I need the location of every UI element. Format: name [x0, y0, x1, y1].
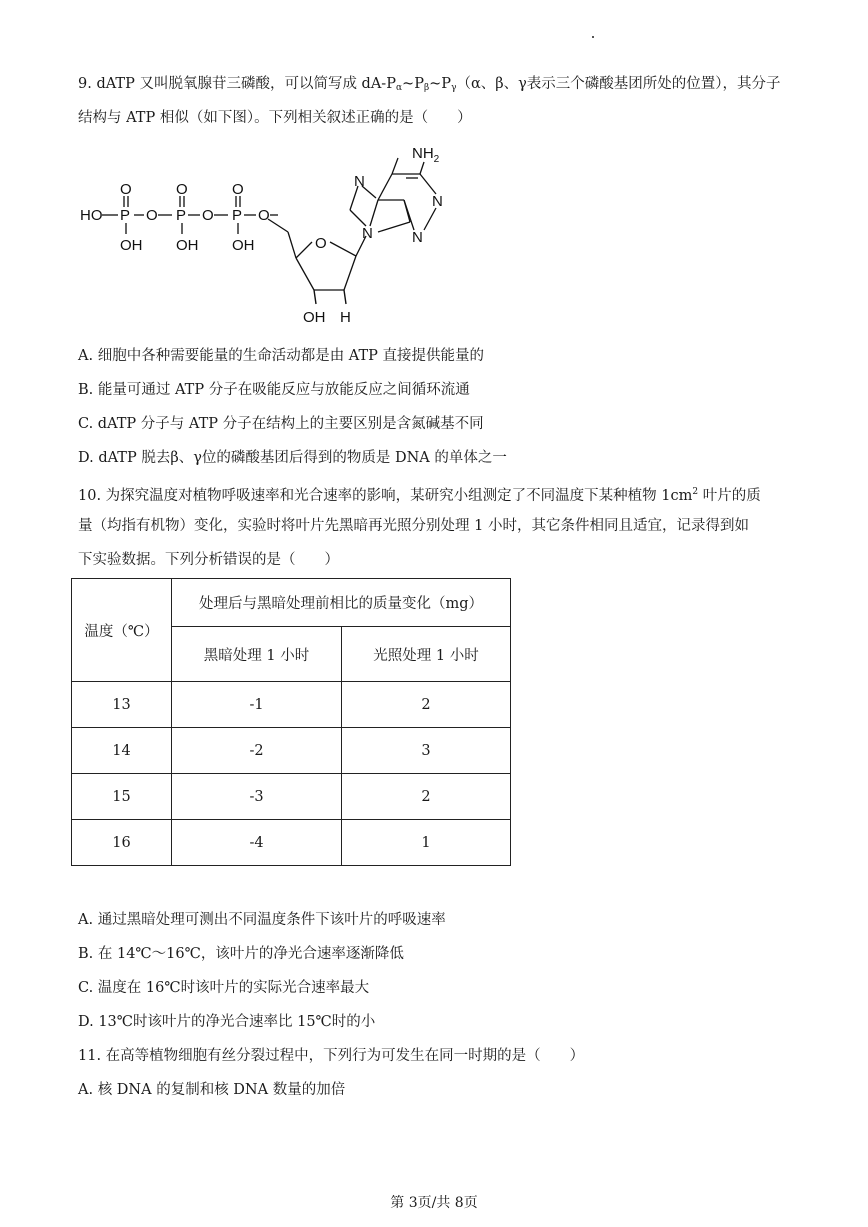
- label-p2: P: [176, 207, 187, 224]
- q10-option-c: C. 温度在 16℃时该叶片的实际光合速率最大: [78, 980, 370, 996]
- q10-stem-line1: 10. 为探究温度对植物呼吸速率和光合速率的影响，某研究小组测定了不同温度下某种植物 $1cm^2$ 叶片的质: [78, 487, 761, 504]
- label-o-top2: O: [176, 181, 188, 198]
- label-ring-o: O: [315, 235, 327, 252]
- label-oh3: OH: [232, 237, 255, 254]
- label-2-h: H: [340, 309, 351, 326]
- label-o-bridge2: O: [202, 207, 214, 224]
- label-oh1: OH: [120, 237, 143, 254]
- label-n3: N: [412, 229, 423, 246]
- table-row: [72, 728, 511, 774]
- label-oh2: OH: [176, 237, 199, 254]
- q11-option-a: A. 核 DNA 的复制和核 DNA 数量的加倍: [78, 1082, 346, 1098]
- cell-light: 2: [342, 774, 511, 820]
- header-dark: 黑暗处理 1 小时: [172, 627, 342, 682]
- cell-light: 3: [342, 728, 511, 774]
- cell-temp: 13: [72, 682, 172, 728]
- q9-option-d: D. dATP 脱去β、γ位的磷酸基团后得到的物质是 DNA 的单体之一: [78, 450, 507, 466]
- q9-option-b: B. 能量可通过 ATP 分子在吸能反应与放能反应之间循环流通: [78, 382, 470, 398]
- label-p3: P: [232, 207, 243, 224]
- table-row: [72, 820, 511, 866]
- q9-stem-line2: 结构与 ATP 相似（如下图）。下列相关叙述正确的是（ ）: [78, 110, 472, 126]
- q10-data-table: [71, 578, 511, 866]
- label-o-top1: O: [120, 181, 132, 198]
- cell-temp: 14: [72, 728, 172, 774]
- q9-option-a: A. 细胞中各种需要能量的生命活动都是由 ATP 直接提供能量的: [78, 348, 485, 364]
- cell-temp: 15: [72, 774, 172, 820]
- cell-dark: -1: [172, 682, 342, 728]
- header-mass-change: 处理后与黑暗处理前相比的质量变化（mg）: [172, 579, 511, 627]
- q10-stem-line3: 下实验数据。下列分析错误的是（ ）: [78, 552, 339, 568]
- label-n9: N: [362, 225, 373, 242]
- q9-option-c: C. dATP 分子与 ATP 分子在结构上的主要区别是含氮碱基不同: [78, 416, 484, 432]
- label-o-bridge3: O: [258, 207, 270, 224]
- q9-stem-line1: 9. dATP 又叫脱氧腺苷三磷酸，可以简写成 $dA-P_\alpha\sim P_\beta\sim P_\gamma(\alpha$、β、γ表示三个磷酸基团所处的位置），其分子: [78, 76, 781, 93]
- cell-temp: 16: [72, 820, 172, 866]
- cell-light: 2: [342, 682, 511, 728]
- label-n7: N: [354, 173, 365, 190]
- page-footer: 第 3页/共 8页: [390, 1195, 478, 1211]
- cell-dark: -2: [172, 728, 342, 774]
- cell-dark: -3: [172, 774, 342, 820]
- label-o-bridge1: O: [146, 207, 158, 224]
- cell-dark: -4: [172, 820, 342, 866]
- label-3-oh: OH: [303, 309, 326, 326]
- label-ho: HO: [80, 207, 103, 224]
- cell-light: 1: [342, 820, 511, 866]
- label-n1: N: [432, 193, 443, 210]
- q10-stem-line2: 量（均指有机物）变化，实验时将叶片先黑暗再光照分别处理 1 小时，其它条件相同且适宜，记录得到如: [78, 518, 749, 534]
- datp-structure-diagram: [78, 138, 498, 330]
- label-o-top3: O: [232, 181, 244, 198]
- q11-stem: 11. 在高等植物细胞有丝分裂过程中，下列行为可发生在同一时期的是（ ）: [78, 1048, 585, 1064]
- table-row: [72, 774, 511, 820]
- q10-option-d: D. 13℃时该叶片的净光合速率比 15℃时的小: [78, 1014, 376, 1030]
- table-row: [72, 682, 511, 728]
- header-temperature: 温度（℃）: [72, 579, 172, 682]
- scan-speck: [592, 36, 594, 38]
- q10-option-a: A. 通过黑暗处理可测出不同温度条件下该叶片的呼吸速率: [78, 912, 446, 928]
- label-p1: P: [120, 207, 131, 224]
- header-light: 光照处理 1 小时: [342, 627, 511, 682]
- label-nh2: $NH_2$: [412, 145, 440, 165]
- q10-option-b: B. 在 14℃～16℃，该叶片的净光合速率逐渐降低: [78, 946, 404, 962]
